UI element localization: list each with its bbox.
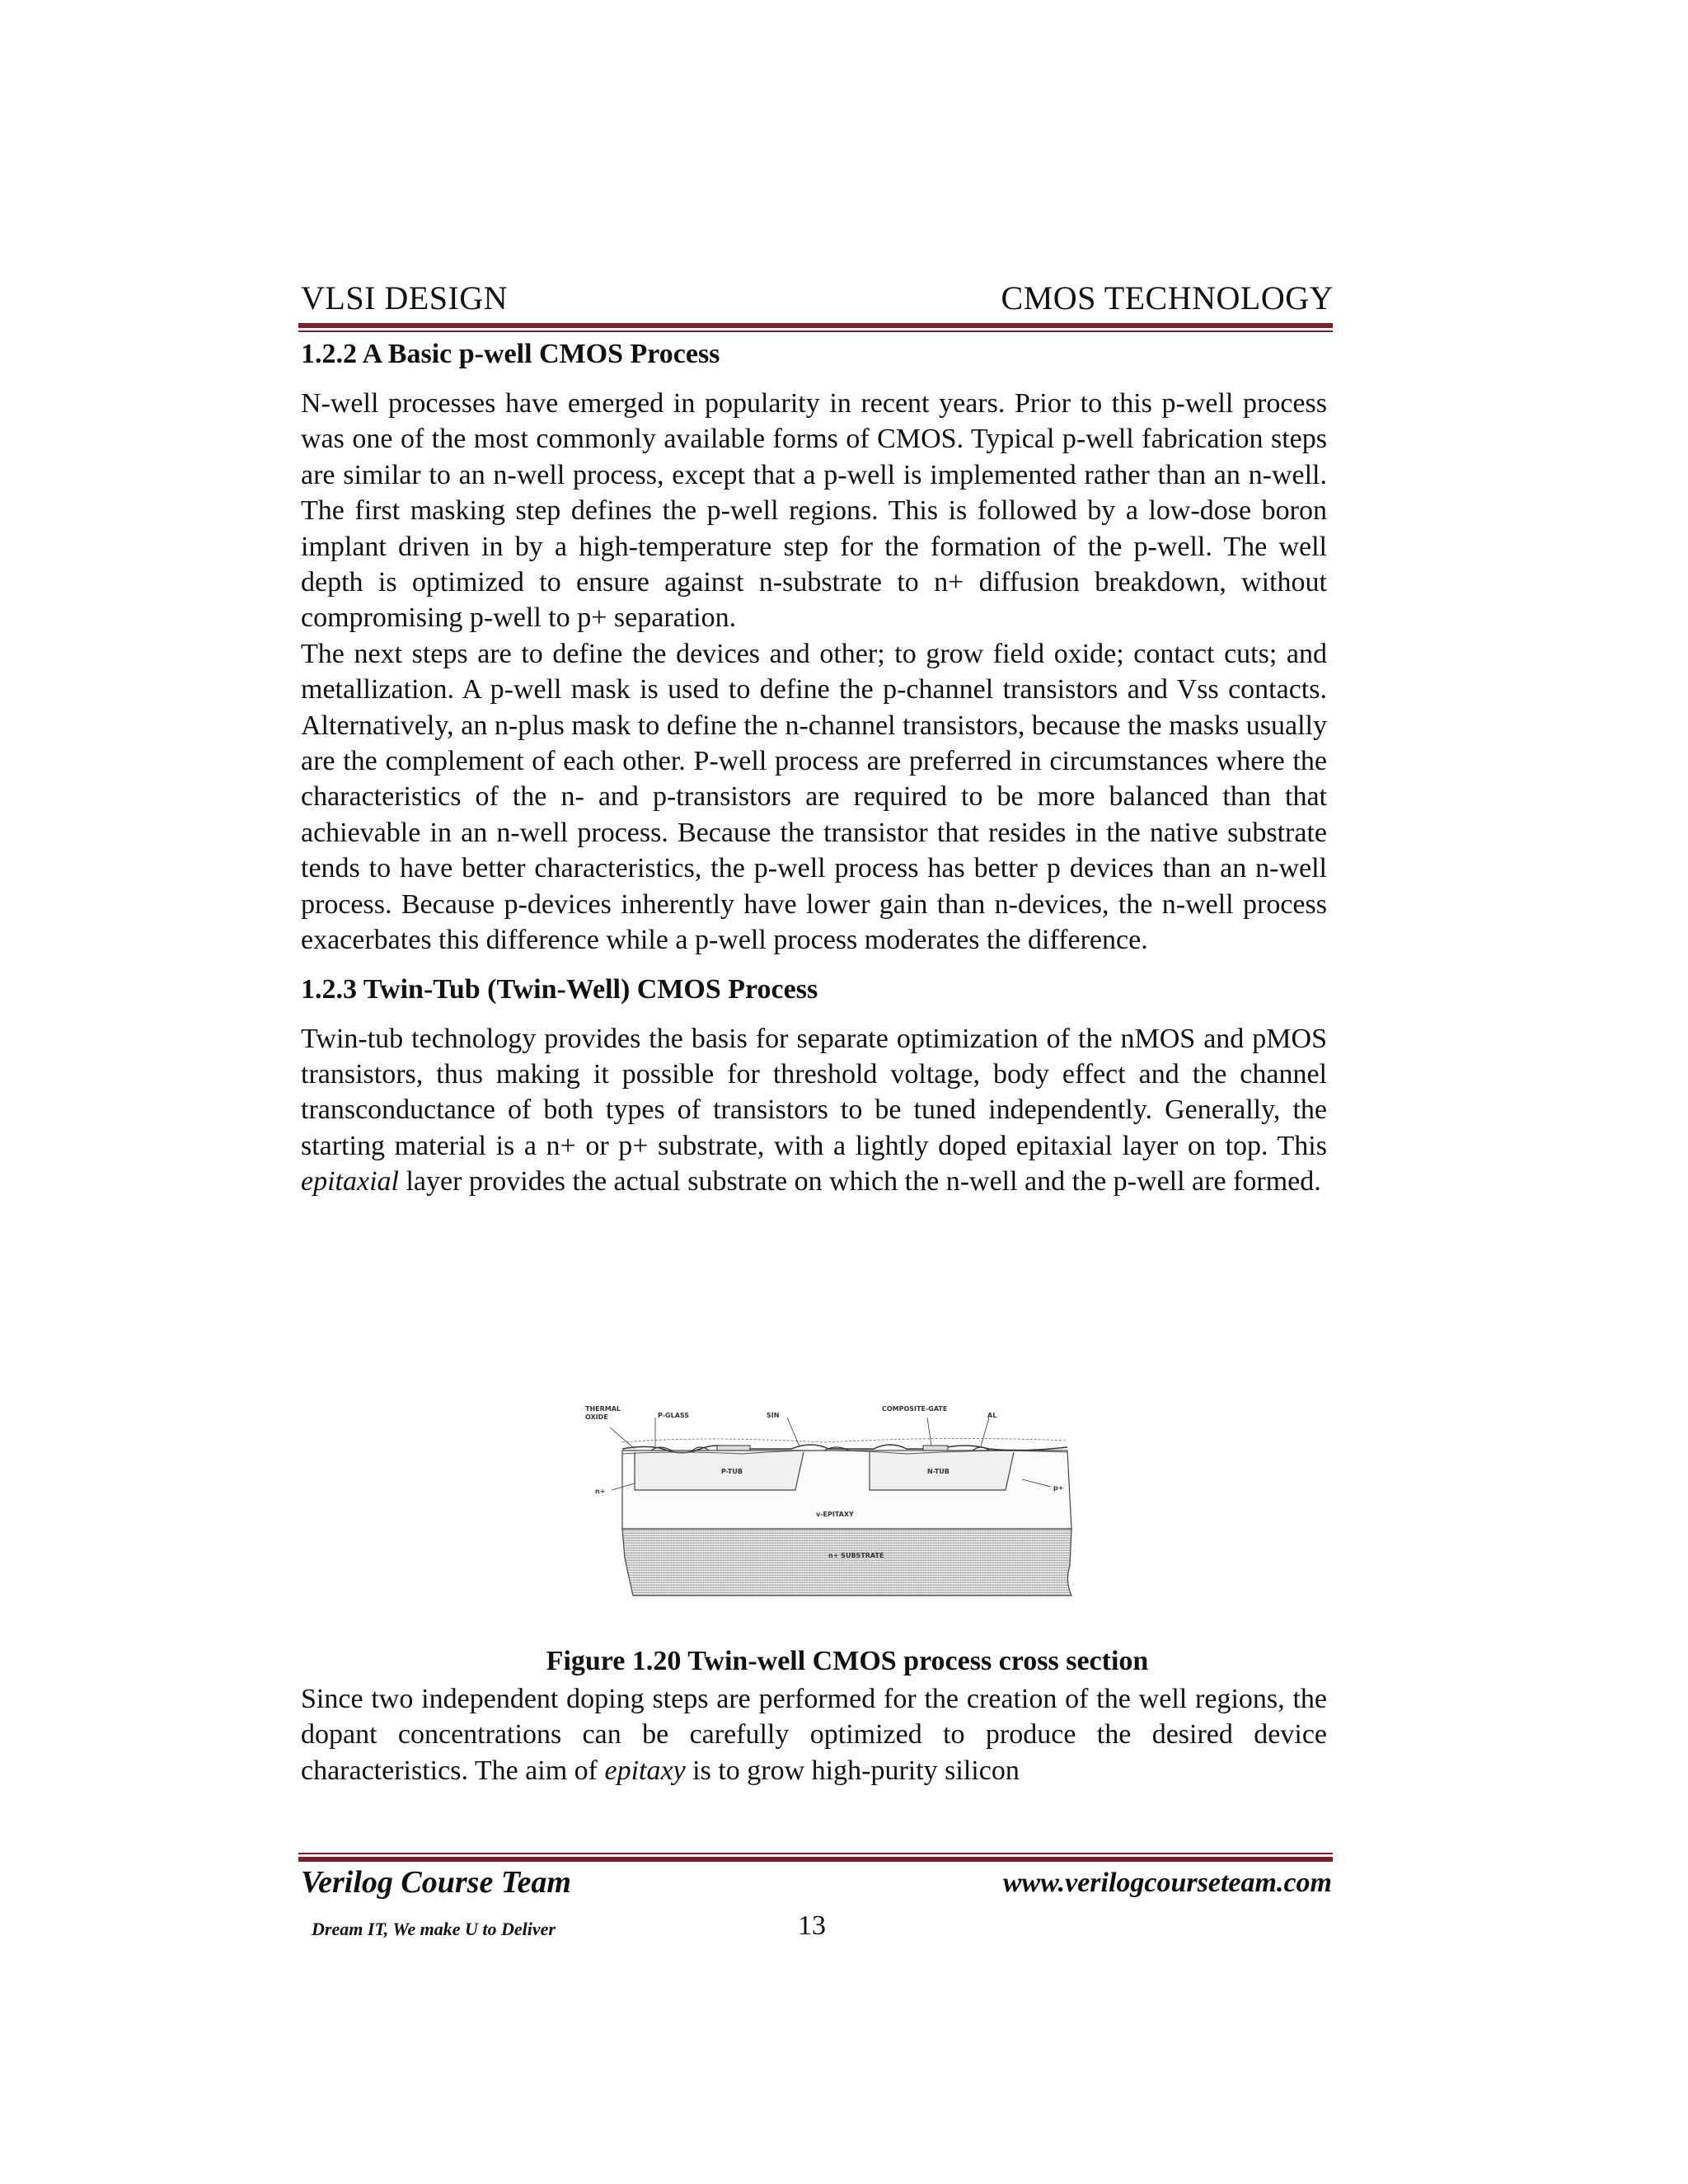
label-thermal-oxide-2: OXIDE <box>585 1413 608 1421</box>
label-composite-gate: COMPOSITE-GATE <box>882 1405 948 1413</box>
label-epitaxy: v-EPITAXY <box>816 1511 854 1518</box>
twin-tub-text-b: layer provides the actual substrate on which the n-well and the p-well are formed. <box>398 1166 1321 1197</box>
twin-tub-emphasis: epitaxial <box>301 1166 399 1197</box>
footer-tagline: Dream IT, We make U to Deliver <box>312 1919 556 1939</box>
footer-rule-thin <box>298 1853 1333 1854</box>
after-figure-emphasis: epitaxy <box>604 1755 686 1786</box>
pwell-paragraph-2: The next steps are to define the devices and other; to grow field oxide; contact cuts; and metallization. A p-well mask is used to define the p-channel transistors and Vss contacts. Alternatively, an n-plus mask to define the n-channel transistors, because the masks usually are the complement of each other. P-well process are preferred in circumstances where the characteristics of the n- and p-transistors are required to be more balanced than that achievable in an n-well process. Because the transistor that resides in the native substrate tends to have better characteristics, the p-well process has better p devices than an n-well process. Because p-devices inherently have lower gain than n-devices, the n-well process exacerbates this difference while a p-well process moderates the difference. <box>301 638 1327 956</box>
footer-rule-thick <box>298 1857 1333 1862</box>
page-number: 13 <box>798 1910 826 1941</box>
after-figure-text-a: Since two independent doping steps are performed for the creation of the well regions, the dopant concentrations can be carefully optimized to produce the desired device characteristics. The aim of <box>301 1684 1327 1786</box>
header-rule-thick <box>298 323 1333 328</box>
twin-well-cross-section-figure <box>577 1401 1076 1599</box>
label-p-glass: P-GLASS <box>658 1412 690 1419</box>
gate-right <box>923 1446 948 1451</box>
label-p-tub: P-TUB <box>721 1468 743 1475</box>
header-left: VLSI DESIGN <box>301 279 509 316</box>
after-figure-paragraph <box>301 1681 1327 1788</box>
label-n-plus: n+ <box>595 1488 606 1495</box>
twin-tub-text-a: Twin-tub technology provides the basis for separate optimization of the nMOS and pMOS transistors, thus making it possible for threshold voltage, body effect and the channel transconductance of both types of transistors to be tuned independently. Generally, the starting material is a n+ or p+ substrate, with a lightly doped epitaxial layer on top. This <box>301 1023 1327 1161</box>
figure-caption: Figure 1.20 Twin-well CMOS process cross section <box>546 1646 1149 1676</box>
after-figure-text <box>301 1681 1327 1788</box>
header-rule-thin <box>298 330 1333 332</box>
label-substrate: n+ SUBSTRATE <box>828 1552 884 1559</box>
twin-tub-paragraph <box>301 1021 1327 1200</box>
main-content <box>301 336 1327 1200</box>
label-al: AL <box>987 1412 997 1419</box>
p-tub-region <box>635 1452 804 1490</box>
label-p-plus: p+ <box>1053 1484 1064 1492</box>
label-n-tub: N-TUB <box>927 1468 950 1475</box>
section-heading-twin-tub: 1.2.3 Twin-Tub (Twin-Well) CMOS Process <box>301 973 818 1005</box>
gate-left <box>717 1446 750 1451</box>
after-figure-text-b: is to grow high-purity silicon <box>685 1755 1020 1786</box>
substrate-region <box>622 1529 1071 1596</box>
header-right: CMOS TECHNOLOGY <box>1001 279 1334 316</box>
section-heading-pwell: 1.2.2 A Basic p-well CMOS Process <box>301 339 720 369</box>
pwell-paragraph-1: N-well processes have emerged in popularity in recent years. Prior to this p-well process was one of the most commonly available forms of CMOS. Typical p-well fabrication steps are similar to an n-well process, except that a p-well is implemented rather than an n-well. The first masking step defines the p-well regions. This is followed by a low-dose boron implant driven in by a high-temperature step for the formation of the p-well. The well depth is optimized to ensure against n-substrate to n+ diffusion breakdown, without compromising p-well to p+ separation. <box>301 388 1327 634</box>
footer-left: Verilog Course Team <box>301 1865 571 1900</box>
label-thermal-oxide-1: THERMAL <box>585 1405 621 1413</box>
footer-website: www.verilogcourseteam.com <box>1002 1868 1332 1898</box>
label-sin: SIN <box>767 1412 780 1419</box>
